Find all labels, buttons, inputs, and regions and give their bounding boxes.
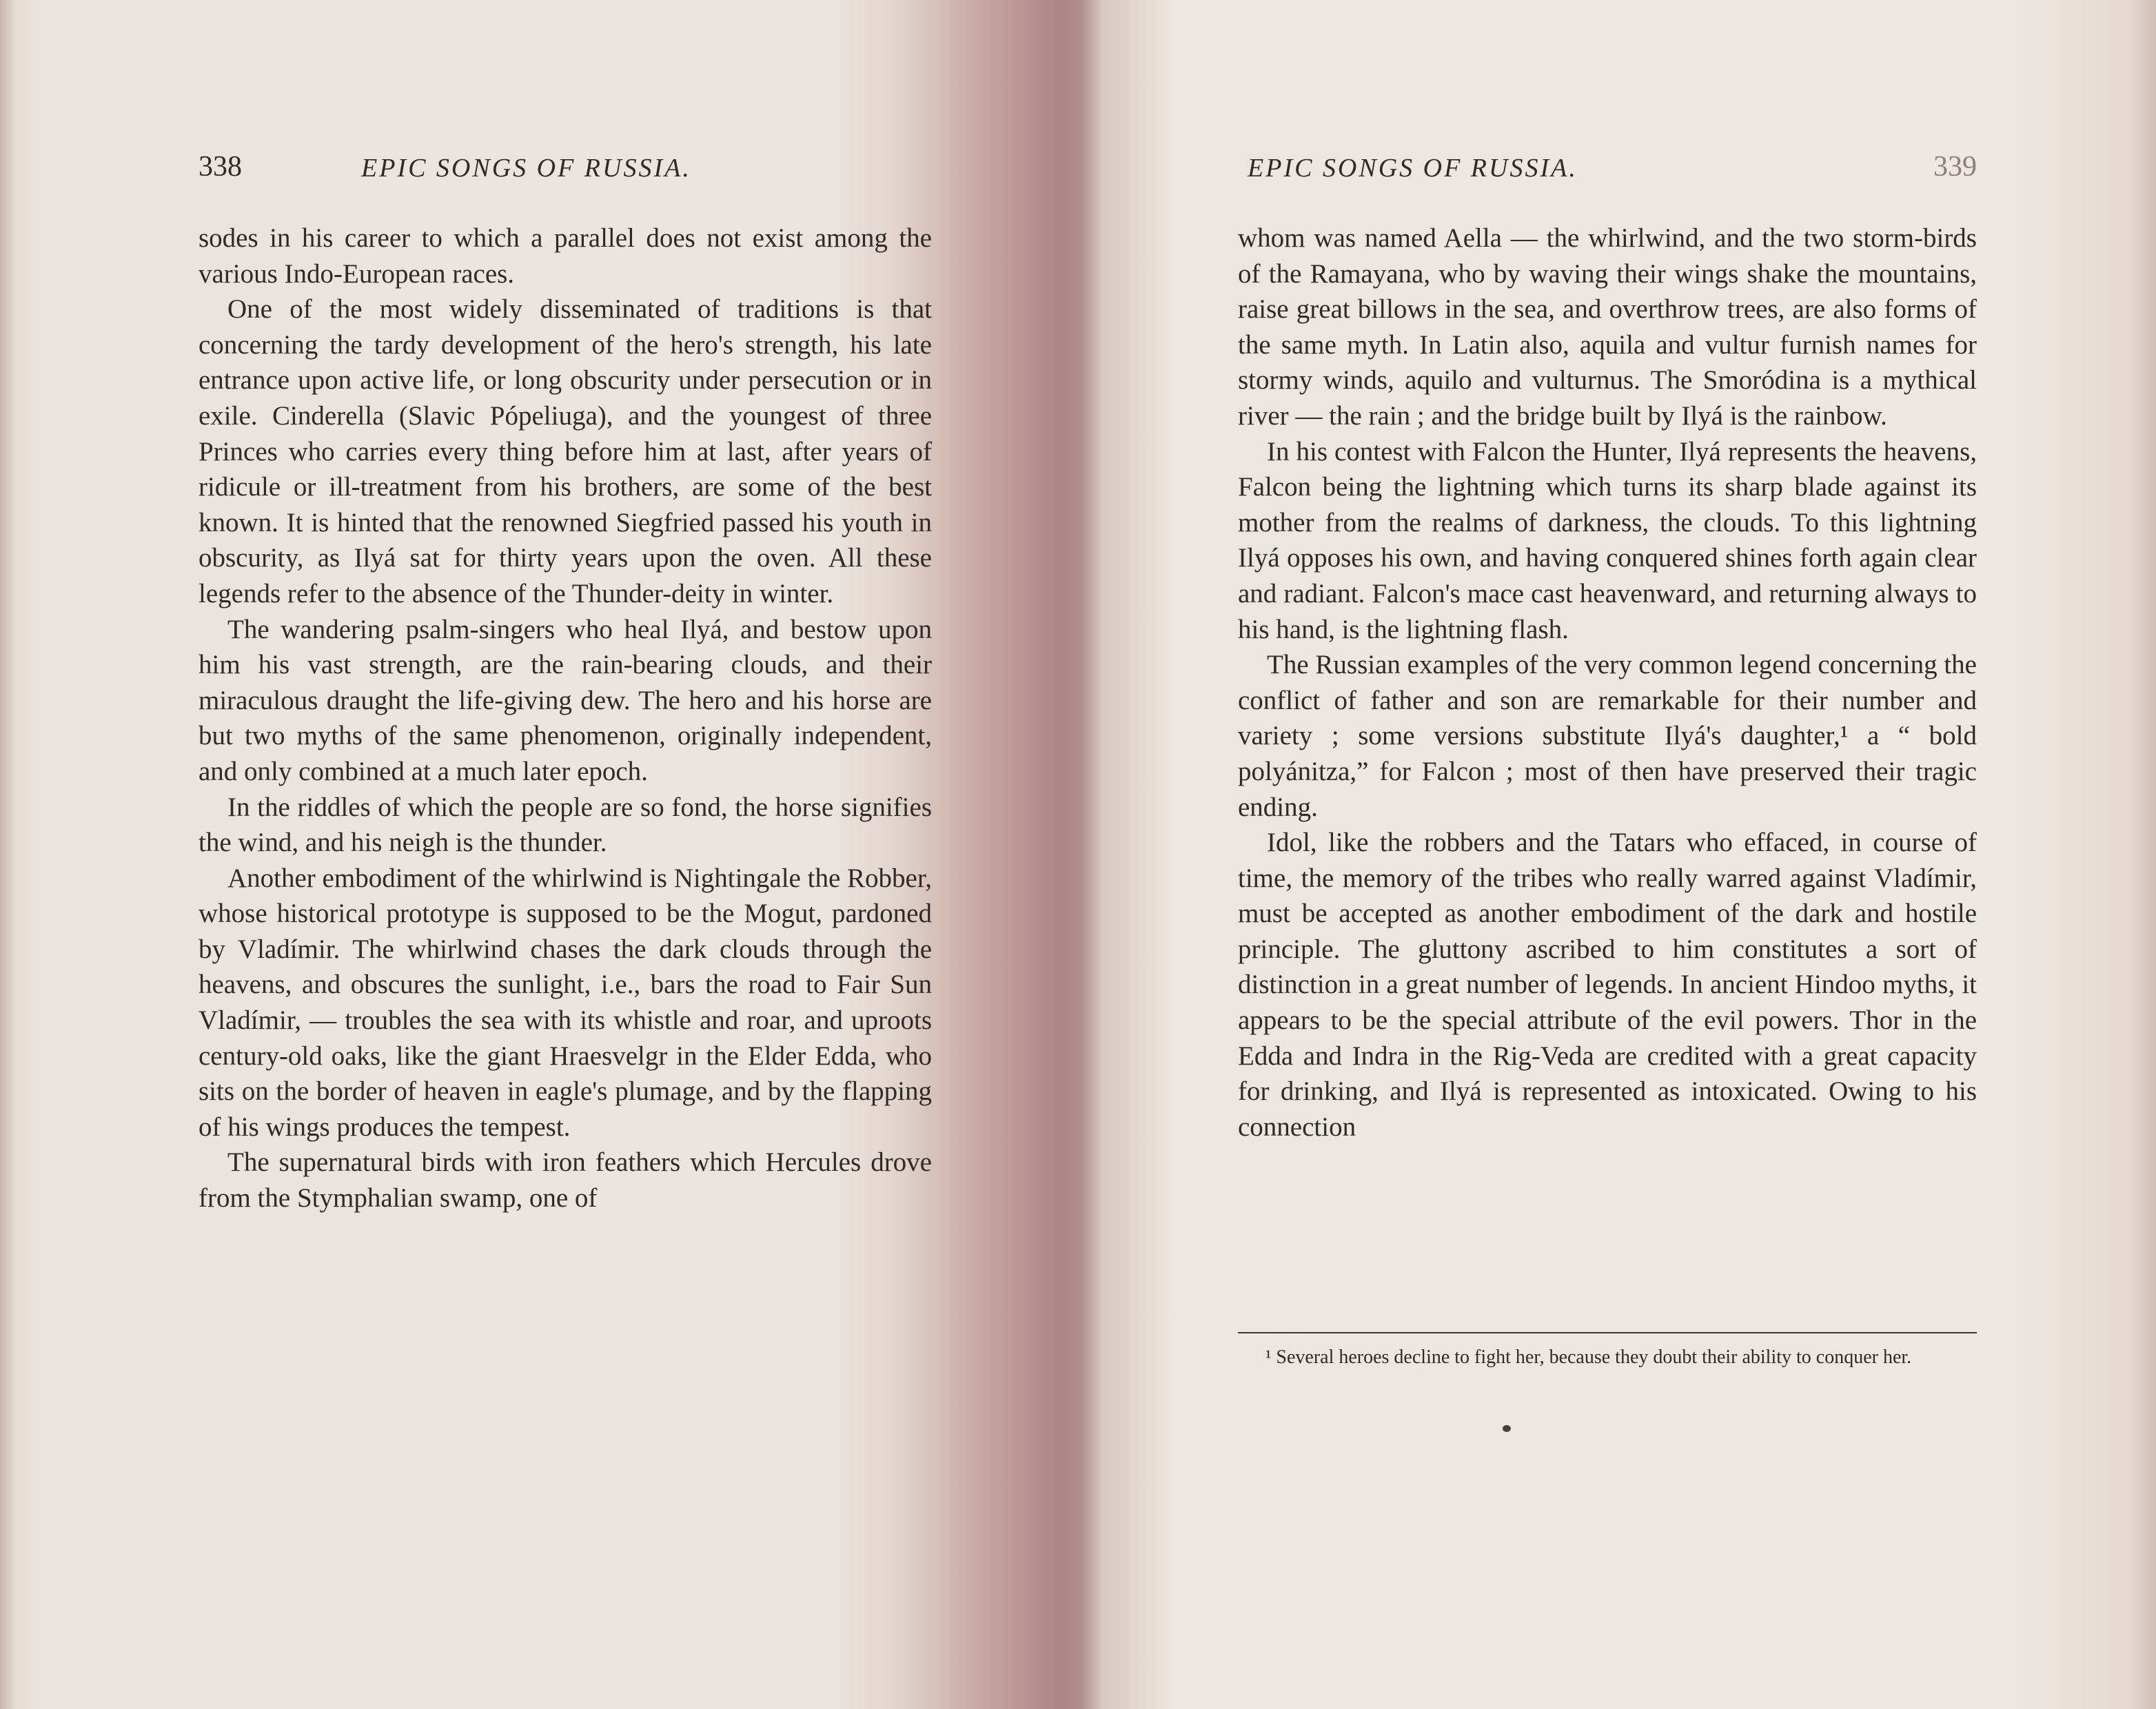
left-page-number: 338 (199, 151, 242, 183)
right-page (1081, 0, 2156, 1709)
ink-speck (1503, 1425, 1511, 1432)
paragraph: In the riddles of which the people are so fond, the horse signifies the wind, and his neigh is the thunder. (199, 792, 932, 858)
right-body-text (1238, 221, 1977, 1145)
left-body-text (199, 221, 932, 1216)
footnote-rule (1238, 1332, 1977, 1333)
paragraph: whom was named Aella — the whirlwind, and the two storm-birds of the Ramayana, who by waving their wings shake the mountains, raise great billows in the sea, and overthrow trees, are also forms of the same myth. In Latin also, aquila and vultur furnish names for stormy winds, aquilo and vulturnus. The Smoródina is a mythical river — the rain ; and the bridge built by Ilyá is the rainbow. (1238, 223, 1977, 431)
paragraph: One of the most widely disseminated of traditions is that concerning the tardy development of the hero's strength, his late entrance upon active life, or long obscurity under persecution or in exile. Cinderella (Slavic Pópeliuga), and the youngest of three Princes who carries every thing before him at last, after years of ridicule or ill-treatment from his brothers, are some of the best known. It is hinted that the renowned Siegfried passed his youth in obscurity, as Ilyá sat for thirty years upon the oven. All these legends refer to the absence of the Thunder-deity in winter. (199, 294, 932, 608)
footnote: ¹ Several heroes decline to fight her, because they doubt their ability to conquer her. (1265, 1347, 1912, 1368)
paragraph: The wandering psalm-singers who heal Ilyá, and bestow upon him his vast strength, are the rain-bearing clouds, and their miraculous draught the life-giving dew. The hero and his horse are but two myths of the same phenomenon, originally independent, and only combined at a much later epoch. (199, 614, 932, 786)
paragraph: The supernatural birds with iron feathers which Hercules drove from the Stymphalian swamp, one of (199, 1147, 932, 1214)
paragraph: Another embodiment of the whirlwind is Nightingale the Robber, whose historical prototype is supposed to be the Mogut, pardoned by Vladímir. The whirlwind chases the dark clouds through the heavens, and obscures the sunlight, i.e., bars the road to Fair Sun Vladímir, — troubles the sea with its whistle and roar, and uproots century-old oaks, like the giant Hraesvelgr in the Elder Edda, who sits on the border of heaven in eagle's plumage, and by the flapping of his wings produces the tempest. (199, 863, 932, 1142)
right-running-title: EPIC SONGS OF RUSSIA. (1248, 154, 1578, 183)
left-page (0, 0, 1075, 1709)
paragraph: The Russian examples of the very common legend concerning the conflict of father and son are remarkable for their number and variety ; some versions substitute Ilyá's daughter,¹ a “ bold polyánitza,” for Falcon ; most of then have preserved their tragic ending. (1238, 650, 1977, 822)
paragraph: In his contest with Falcon the Hunter, Ilyá represents the heavens, Falcon being the lightning which turns its sharp blade against its mother from the realms of darkness, the clouds. To this lightning Ilyá opposes his own, and having conquered shines forth again clear and radiant. Falcon's mace cast heavenward, and returning always to his hand, is the lightning flash. (1238, 436, 1977, 644)
paragraph: sodes in his career to which a parallel does not exist among the various Indo-European races. (199, 223, 932, 289)
left-running-title: EPIC SONGS OF RUSSIA. (361, 154, 691, 183)
paragraph: Idol, like the robbers and the Tatars who effaced, in course of time, the memory of the tribes who really warred against Vladímir, must be accepted as another embodiment of the dark and hostile principle. The gluttony ascribed to him constitutes a sort of distinction in a great number of legends. In ancient Hindoo myths, it appears to be the special attribute of the evil powers. Thor in the Edda and Indra in the Rig-Veda are credited with a great capacity for drinking, and Ilyá is represented as intoxicated. Owing to his connection (1238, 828, 1977, 1142)
left-page-header (199, 150, 932, 198)
right-page-header (1241, 150, 1977, 198)
right-page-number: 339 (1933, 151, 1977, 183)
